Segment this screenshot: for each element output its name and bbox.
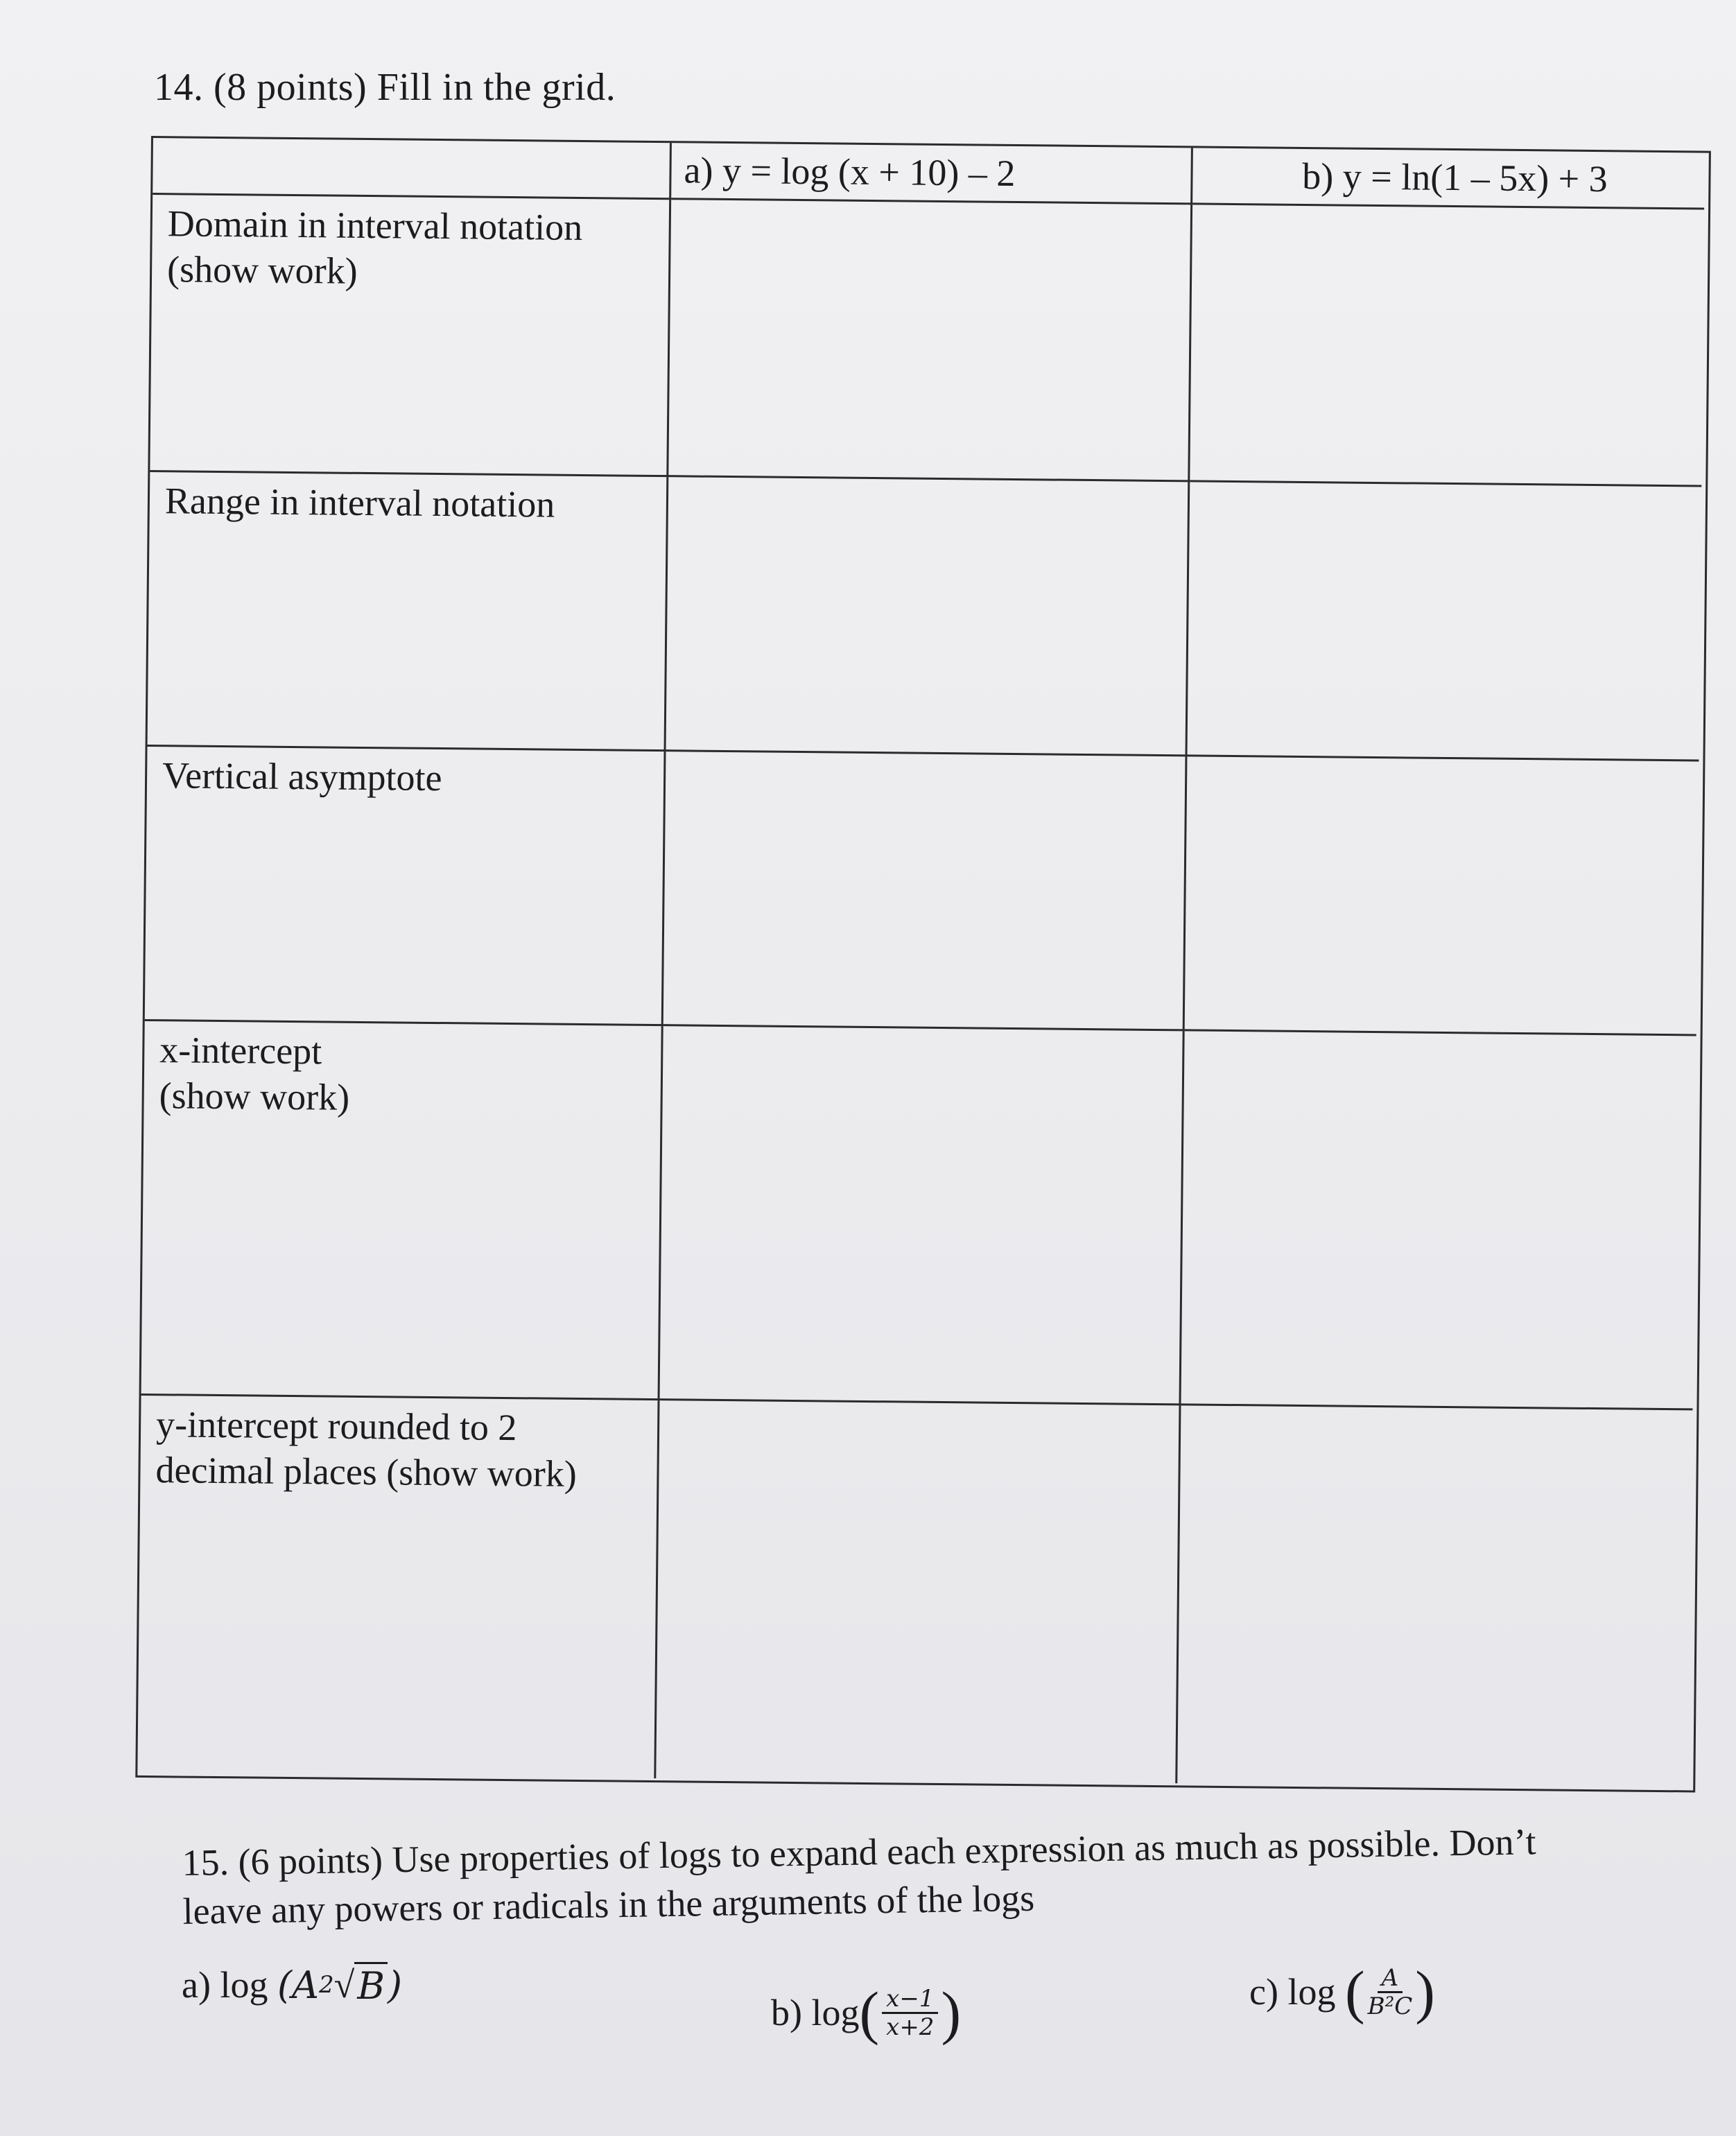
answer-cell-y-intercept-a[interactable] [656, 1400, 1181, 1783]
row-label-line: Vertical asymptote [162, 754, 442, 799]
left-paren-icon: ( [859, 1979, 880, 2046]
part-a-radicand: B [354, 1962, 388, 2008]
row-label-vertical-asymptote [145, 747, 666, 1026]
question-15-prompt [182, 1816, 1660, 1936]
part-c-expression [1249, 1959, 1435, 2025]
right-paren-icon: ) [941, 1979, 962, 2046]
row-label-domain [150, 195, 671, 477]
question-15-line: 15. (6 points) Use properties of logs to expand each expression as much as possible. Don’t [182, 1821, 1536, 1884]
part-a-expression [182, 1962, 402, 2008]
sqrt-icon: √ [333, 1964, 355, 2006]
left-paren-icon: ( [1344, 1959, 1365, 2025]
answer-cell-x-intercept-a[interactable] [660, 1026, 1185, 1405]
column-header-a: a) y = log (x + 10) – 2 [671, 143, 1193, 205]
part-a-prefix: a) log [182, 1964, 268, 2006]
right-paren-icon: ) [1415, 1959, 1435, 2025]
row-label-line: Domain in interval notation [167, 202, 583, 248]
answer-cell-asymptote-a[interactable] [663, 752, 1188, 1031]
part-a-close: ) [388, 1963, 403, 2007]
answer-cell-range-a[interactable] [666, 477, 1190, 756]
grid-corner-cell [153, 138, 672, 200]
part-c-fraction [1368, 1965, 1413, 2020]
row-label-range [148, 472, 669, 752]
part-b-expression [771, 1979, 962, 2046]
answer-cell-y-intercept-b[interactable] [1177, 1405, 1692, 1788]
question-15-line: leave any powers or radicals in the arguments of the logs [182, 1877, 1035, 1932]
row-label-y-intercept [137, 1396, 659, 1778]
part-b-numerator: x−1 [882, 1986, 938, 2014]
part-c-prefix: c) log [1249, 1971, 1336, 2013]
row-label-x-intercept [141, 1021, 663, 1400]
part-c-numerator: A [1378, 1965, 1403, 1993]
answer-cell-range-b[interactable] [1187, 482, 1701, 761]
question-14-title: 14. (8 points) Fill in the grid. [154, 66, 616, 109]
part-b-prefix: b) log [771, 1992, 860, 2033]
column-header-b: b) y = ln(1 – 5x) + 3 [1192, 148, 1705, 209]
part-a-exponent: 2 [319, 1971, 334, 1999]
row-label-line: decimal places (show work) [155, 1449, 578, 1495]
question-15-parts [182, 1959, 1658, 2046]
answer-cell-domain-b[interactable] [1190, 205, 1704, 487]
part-b-fraction [882, 1986, 938, 2040]
answer-cell-asymptote-b[interactable] [1185, 756, 1699, 1036]
row-label-line: (show work) [159, 1075, 350, 1118]
answer-cell-x-intercept-b[interactable] [1181, 1031, 1696, 1410]
row-label-line: y-intercept rounded to 2 [155, 1403, 517, 1449]
part-a-open: (A [277, 1963, 320, 2007]
part-c-denominator: B²C [1367, 1992, 1413, 2020]
fill-in-grid [135, 136, 1711, 1792]
row-label-line: x-intercept [159, 1029, 322, 1073]
row-label-line: Range in interval notation [164, 480, 555, 526]
part-b-denominator: x+2 [886, 2013, 935, 2041]
row-label-line: (show work) [166, 248, 358, 292]
answer-cell-domain-a[interactable] [668, 200, 1192, 482]
